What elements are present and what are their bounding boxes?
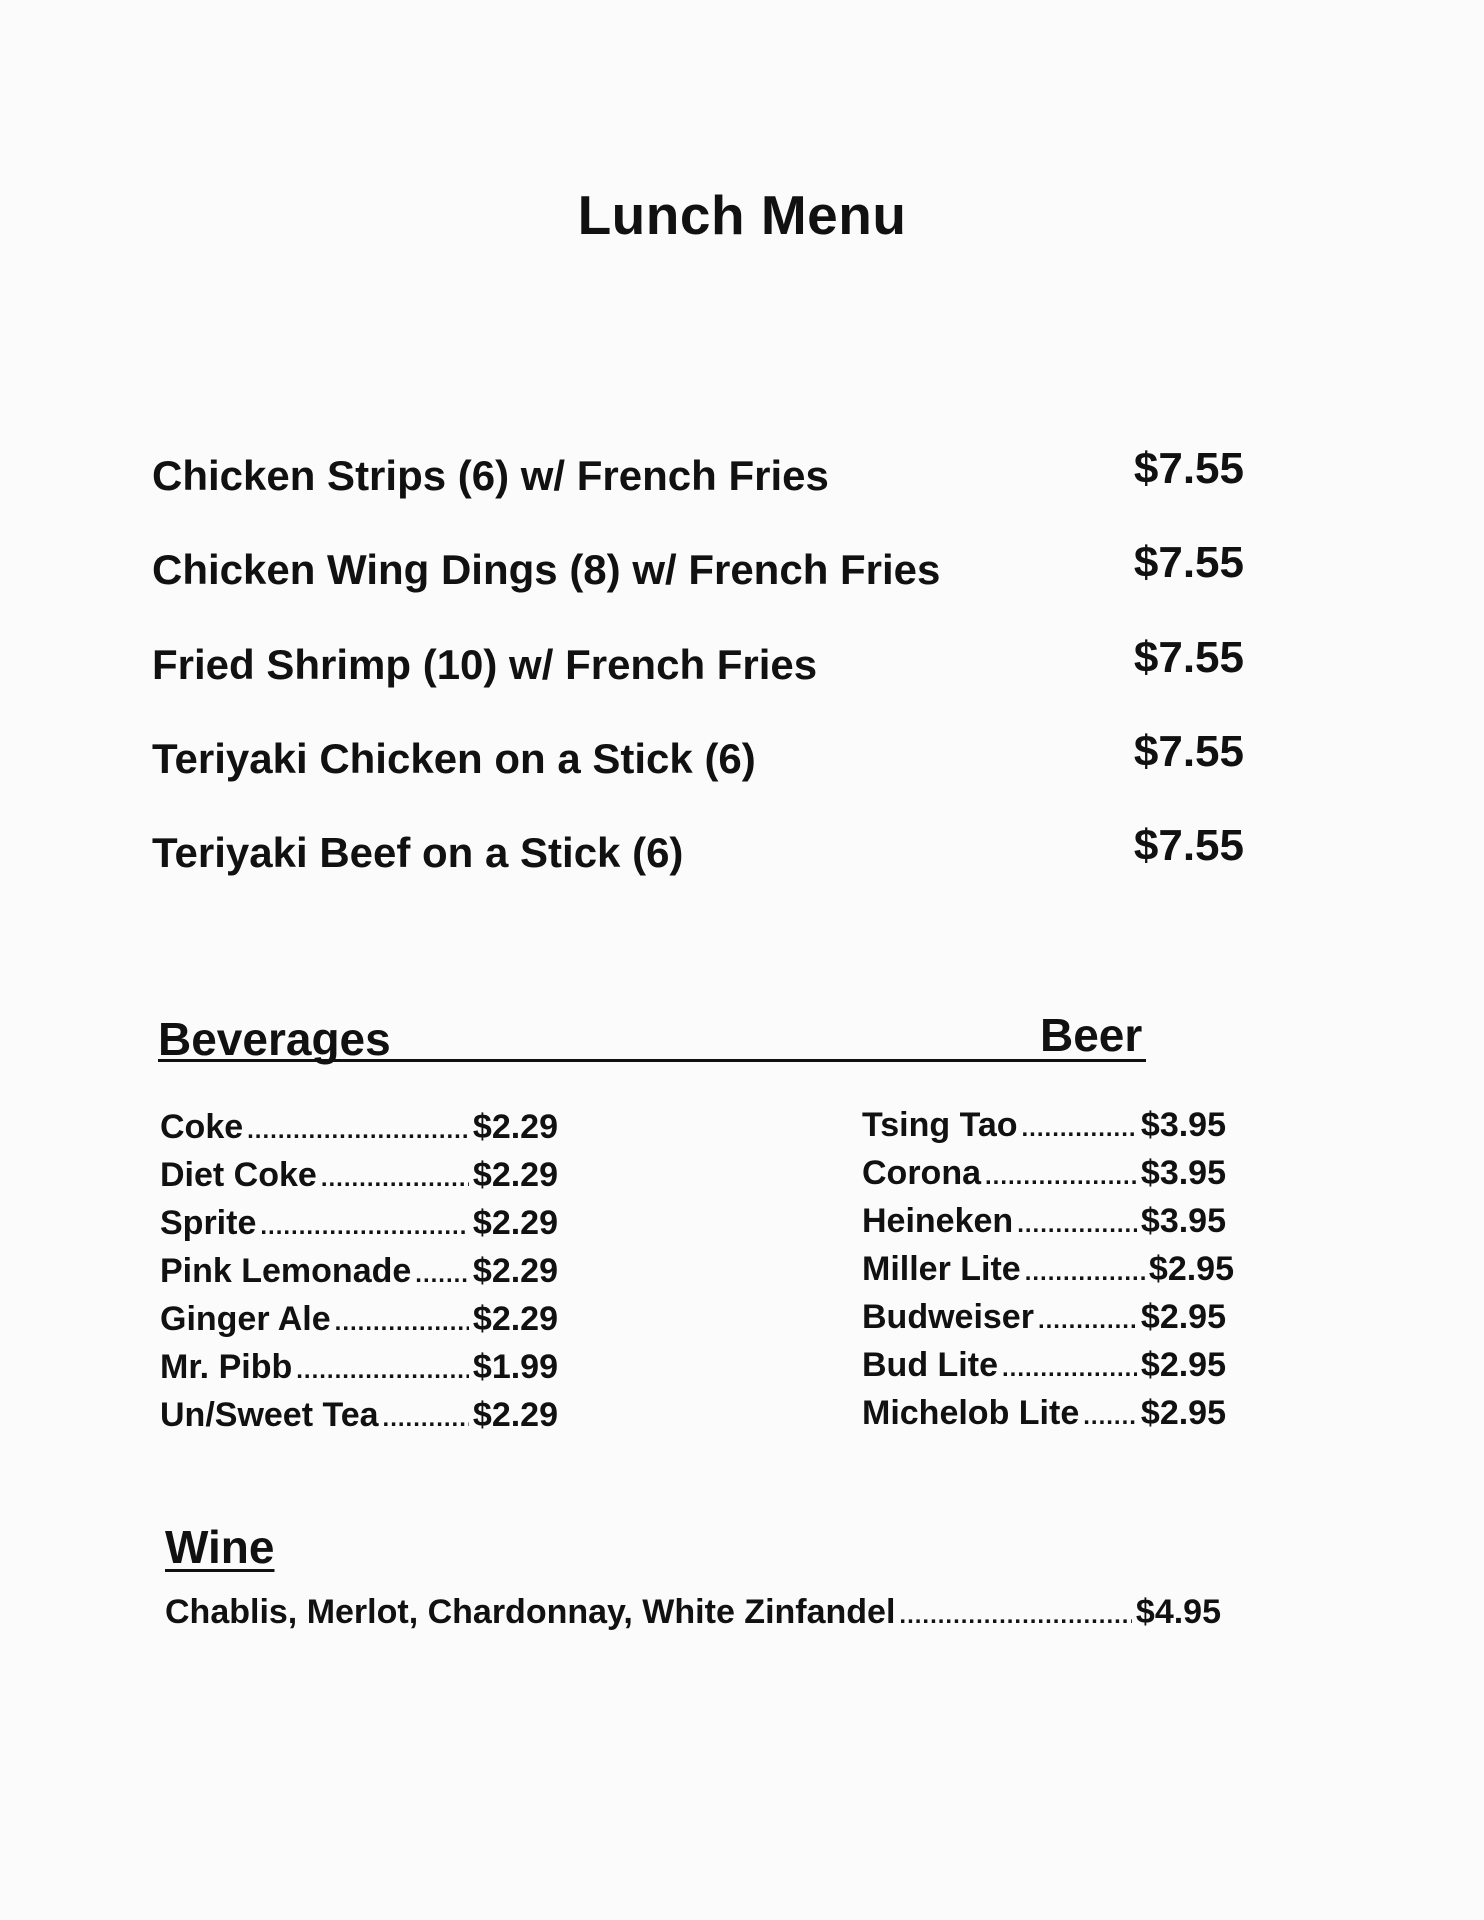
- wine-heading: Wine: [165, 1521, 275, 1573]
- beverage-name: Ginger Ale: [160, 1300, 331, 1338]
- beer-name: Budweiser: [862, 1298, 1034, 1336]
- beverage-name: Diet Coke: [160, 1156, 317, 1194]
- list-item: [862, 1298, 1226, 1342]
- list-item: [160, 1204, 558, 1248]
- beer-name: Heineken: [862, 1202, 1014, 1240]
- beverage-price: $2.29: [472, 1252, 558, 1290]
- beverages-heading: Beverages: [158, 1013, 391, 1065]
- beer-name: Michelob Lite: [862, 1394, 1080, 1432]
- dot-leader: [1038, 1307, 1137, 1335]
- list-item: [160, 1108, 558, 1152]
- beverage-price: $2.29: [472, 1300, 558, 1338]
- beer-name: Miller Lite: [862, 1250, 1021, 1288]
- beverage-price: $2.29: [472, 1396, 558, 1434]
- beverage-name: Mr. Pibb: [160, 1348, 293, 1386]
- list-item: [160, 1300, 558, 1344]
- dot-leader: [296, 1357, 469, 1385]
- dot-leader: [415, 1261, 469, 1289]
- beverage-name: Coke: [160, 1108, 244, 1146]
- beer-name: Bud Lite: [862, 1346, 998, 1384]
- lunch-item-price: $7.55: [1133, 727, 1244, 776]
- dot-leader: [1002, 1355, 1137, 1383]
- wine-item: [165, 1593, 1221, 1637]
- beverage-price: $1.99: [472, 1348, 558, 1386]
- beer-price: $3.95: [1140, 1106, 1226, 1144]
- section-divider-line: [158, 1059, 1146, 1062]
- list-item: [160, 1252, 558, 1296]
- list-item: [862, 1106, 1226, 1150]
- dot-leader: [260, 1213, 469, 1241]
- beer-price: $2.95: [1140, 1394, 1226, 1432]
- beverage-name: Sprite: [160, 1204, 257, 1242]
- lunch-item: [152, 727, 1244, 795]
- wine-name: Chablis, Merlot, Chardonnay, White Zinfandel: [165, 1593, 896, 1631]
- beverage-price: $2.29: [472, 1156, 558, 1194]
- beer-name: Corona: [862, 1154, 981, 1192]
- lunch-item: [152, 633, 1244, 701]
- dot-leader: [985, 1163, 1137, 1191]
- lunch-item-price: $7.55: [1133, 633, 1244, 682]
- lunch-item-name: Chicken Wing Dings (8) w/ French Fries: [152, 546, 941, 593]
- lunch-item: [152, 538, 1244, 606]
- dot-leader: [899, 1602, 1132, 1630]
- list-item: [160, 1348, 558, 1392]
- lunch-item-name: Chicken Strips (6) w/ French Fries: [152, 452, 829, 499]
- dot-leader: [335, 1309, 469, 1337]
- beer-heading: Beer: [1040, 1009, 1143, 1061]
- list-item: [160, 1396, 558, 1440]
- lunch-item-name: Teriyaki Chicken on a Stick (6): [152, 735, 756, 782]
- lunch-item-price: $7.55: [1133, 444, 1244, 493]
- beverage-price: $2.29: [472, 1204, 558, 1242]
- dot-leader: [1022, 1115, 1137, 1143]
- beverage-name: Un/Sweet Tea: [160, 1396, 379, 1434]
- beer-price: $3.95: [1140, 1154, 1226, 1192]
- lunch-item-price: $7.55: [1133, 538, 1244, 587]
- dot-leader: [247, 1117, 469, 1145]
- list-item: [862, 1394, 1226, 1438]
- dot-leader: [1017, 1211, 1137, 1239]
- dot-leader: [1083, 1403, 1137, 1431]
- lunch-item-name: Teriyaki Beef on a Stick (6): [152, 829, 684, 876]
- list-item: [862, 1154, 1226, 1198]
- list-item: [862, 1202, 1226, 1246]
- dot-leader: [383, 1405, 469, 1433]
- beer-price: $3.95: [1140, 1202, 1226, 1240]
- lunch-item: [152, 444, 1244, 512]
- list-item: [862, 1250, 1234, 1294]
- beer-price: $2.95: [1140, 1346, 1226, 1384]
- beverage-name: Pink Lemonade: [160, 1252, 412, 1290]
- dot-leader: [1025, 1259, 1145, 1287]
- lunch-item-price: $7.55: [1133, 821, 1244, 870]
- page-title: Lunch Menu: [577, 184, 907, 246]
- beer-price: $2.95: [1140, 1298, 1226, 1336]
- dot-leader: [321, 1165, 469, 1193]
- list-item: [862, 1346, 1226, 1390]
- beer-name: Tsing Tao: [862, 1106, 1018, 1144]
- list-item: [160, 1156, 558, 1200]
- lunch-item-name: Fried Shrimp (10) w/ French Fries: [152, 641, 818, 688]
- lunch-item: [152, 821, 1244, 889]
- wine-price: $4.95: [1135, 1593, 1221, 1631]
- beer-price: $2.95: [1148, 1250, 1234, 1288]
- beverage-price: $2.29: [472, 1108, 558, 1146]
